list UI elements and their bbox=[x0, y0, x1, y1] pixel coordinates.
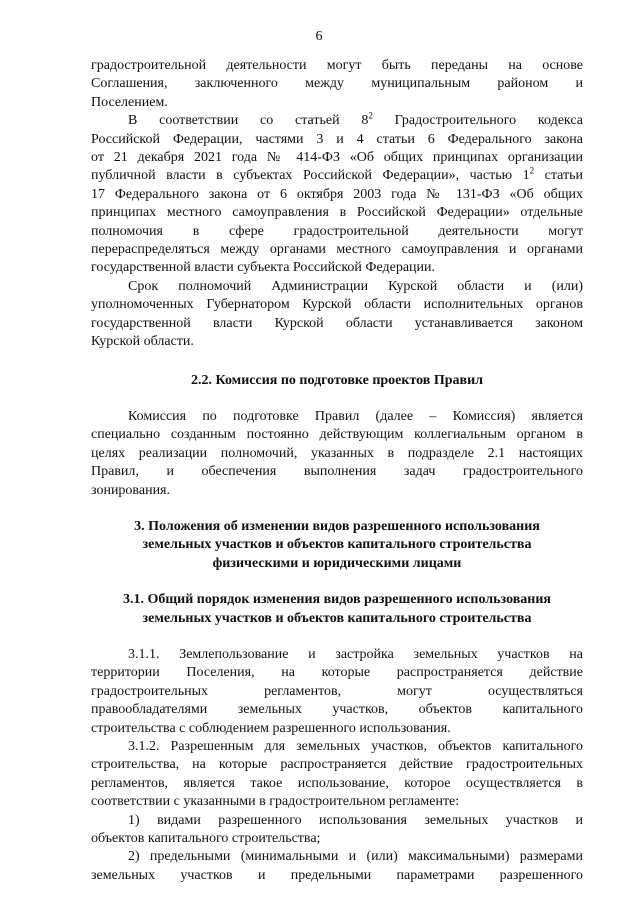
superscript: 2 bbox=[529, 165, 535, 176]
paragraph-line: перераспределяться между органами местного самоуправления и органами bbox=[91, 242, 583, 258]
paragraph-line: Комиссия по подготовке Правил (далее – Комиссия) является bbox=[128, 408, 583, 424]
superscript: 2 bbox=[368, 110, 373, 121]
paragraph-line: правообладателями земельных участков, объектов капитального bbox=[91, 702, 583, 718]
paragraph-line: уполномоченных Губернатором Курской области исполнительных органов bbox=[91, 297, 583, 313]
paragraph-line: Соглашения, заключенного между муниципальным районом и bbox=[91, 76, 583, 92]
paragraph-line: специально созданным постоянно действующим коллегиальным органом в bbox=[91, 427, 583, 443]
paragraph-line: 3.1.1. Землепользование и застройка земельных участков на bbox=[128, 646, 583, 662]
list-item-line: земельных участков и предельными параметрами разрешенного bbox=[91, 867, 583, 883]
paragraph-line: Российской Федерации, частями 3 и 4 статьи 6 Федерального закона bbox=[91, 131, 583, 147]
paragraph-line: Поселением. bbox=[91, 94, 168, 110]
paragraph-line: целях реализации полномочий, указанных в подразделе 2.1 настоящих bbox=[91, 445, 583, 461]
paragraph-line: принципах местного самоуправления в Российской Федерации» отдельные bbox=[91, 205, 583, 221]
paragraph-line: территории Поселения, на которые распространяется действие bbox=[91, 665, 583, 681]
list-item-line: объектов капитального строительства; bbox=[91, 831, 321, 847]
paragraph-line: градостроительной деятельности могут быть переданы на основе bbox=[91, 58, 583, 73]
paragraph-line: государственной власти Курской области устанавливается законом bbox=[91, 315, 583, 331]
paragraph-line: 17 Федерального закона от 6 октября 2003 года № 131-ФЗ «Об общих bbox=[91, 186, 583, 202]
document-body bbox=[91, 57, 583, 885]
paragraph-line: 3.1.2. Разрешенным для земельных участков, объектов капитального bbox=[128, 739, 583, 754]
section-heading-3: 3. Положения об изменении видов разрешенного использования земельных участков и объектов капитального строительства физическими и юридическими лицами bbox=[134, 518, 540, 571]
paragraph-line: публичной власти в субъектах Российской Федерации», частью $1^2$ статьи bbox=[91, 165, 583, 184]
paragraph-line: В соответствии со статьей $8^2$ Градостроительного кодекса bbox=[128, 110, 583, 129]
paragraph-line: Правил, и обеспечения выполнения задач градостроительного bbox=[91, 464, 583, 480]
paragraph-line: полномочия в сфере градостроительной деятельности могут bbox=[91, 223, 583, 239]
page-number: 6 bbox=[315, 29, 323, 44]
paragraph-line: градостроительных регламентов, могут осуществляться bbox=[91, 683, 583, 699]
section-heading-3-1: 3.1. Общий порядок изменения видов разрешенного использования земельных участков и объектов капитального строительства bbox=[122, 592, 552, 626]
list-item-line: 1) видами разрешенного использования земельных участков и bbox=[128, 812, 583, 828]
paragraph-line: строительства с соблюдением разрешенного использования. bbox=[91, 720, 451, 736]
paragraph-line: Курской области. bbox=[91, 334, 194, 350]
section-heading-2-2: 2.2. Комиссия по подготовке проектов Правил bbox=[190, 372, 484, 388]
list-item-line: 2) предельными (минимальными и (или) максимальными) размерами bbox=[128, 849, 583, 865]
paragraph-line: регламентов, является такое использование, которое осуществляется в bbox=[91, 775, 583, 791]
paragraph-line: зонирования. bbox=[91, 482, 170, 498]
paragraph-line: строительства, на которые распространяется действие градостроительных bbox=[91, 757, 583, 773]
paragraph-line: государственной власти субъекта Российской Федерации. bbox=[91, 260, 436, 276]
paragraph-line: Срок полномочий Администрации Курской области и (или) bbox=[128, 278, 583, 294]
paragraph-line: от 21 декабря 2021 года № 414-ФЗ «Об общих принципах организации bbox=[91, 150, 583, 166]
paragraph-line: соответствии с указанными в градостроительном регламенте: bbox=[91, 794, 460, 810]
